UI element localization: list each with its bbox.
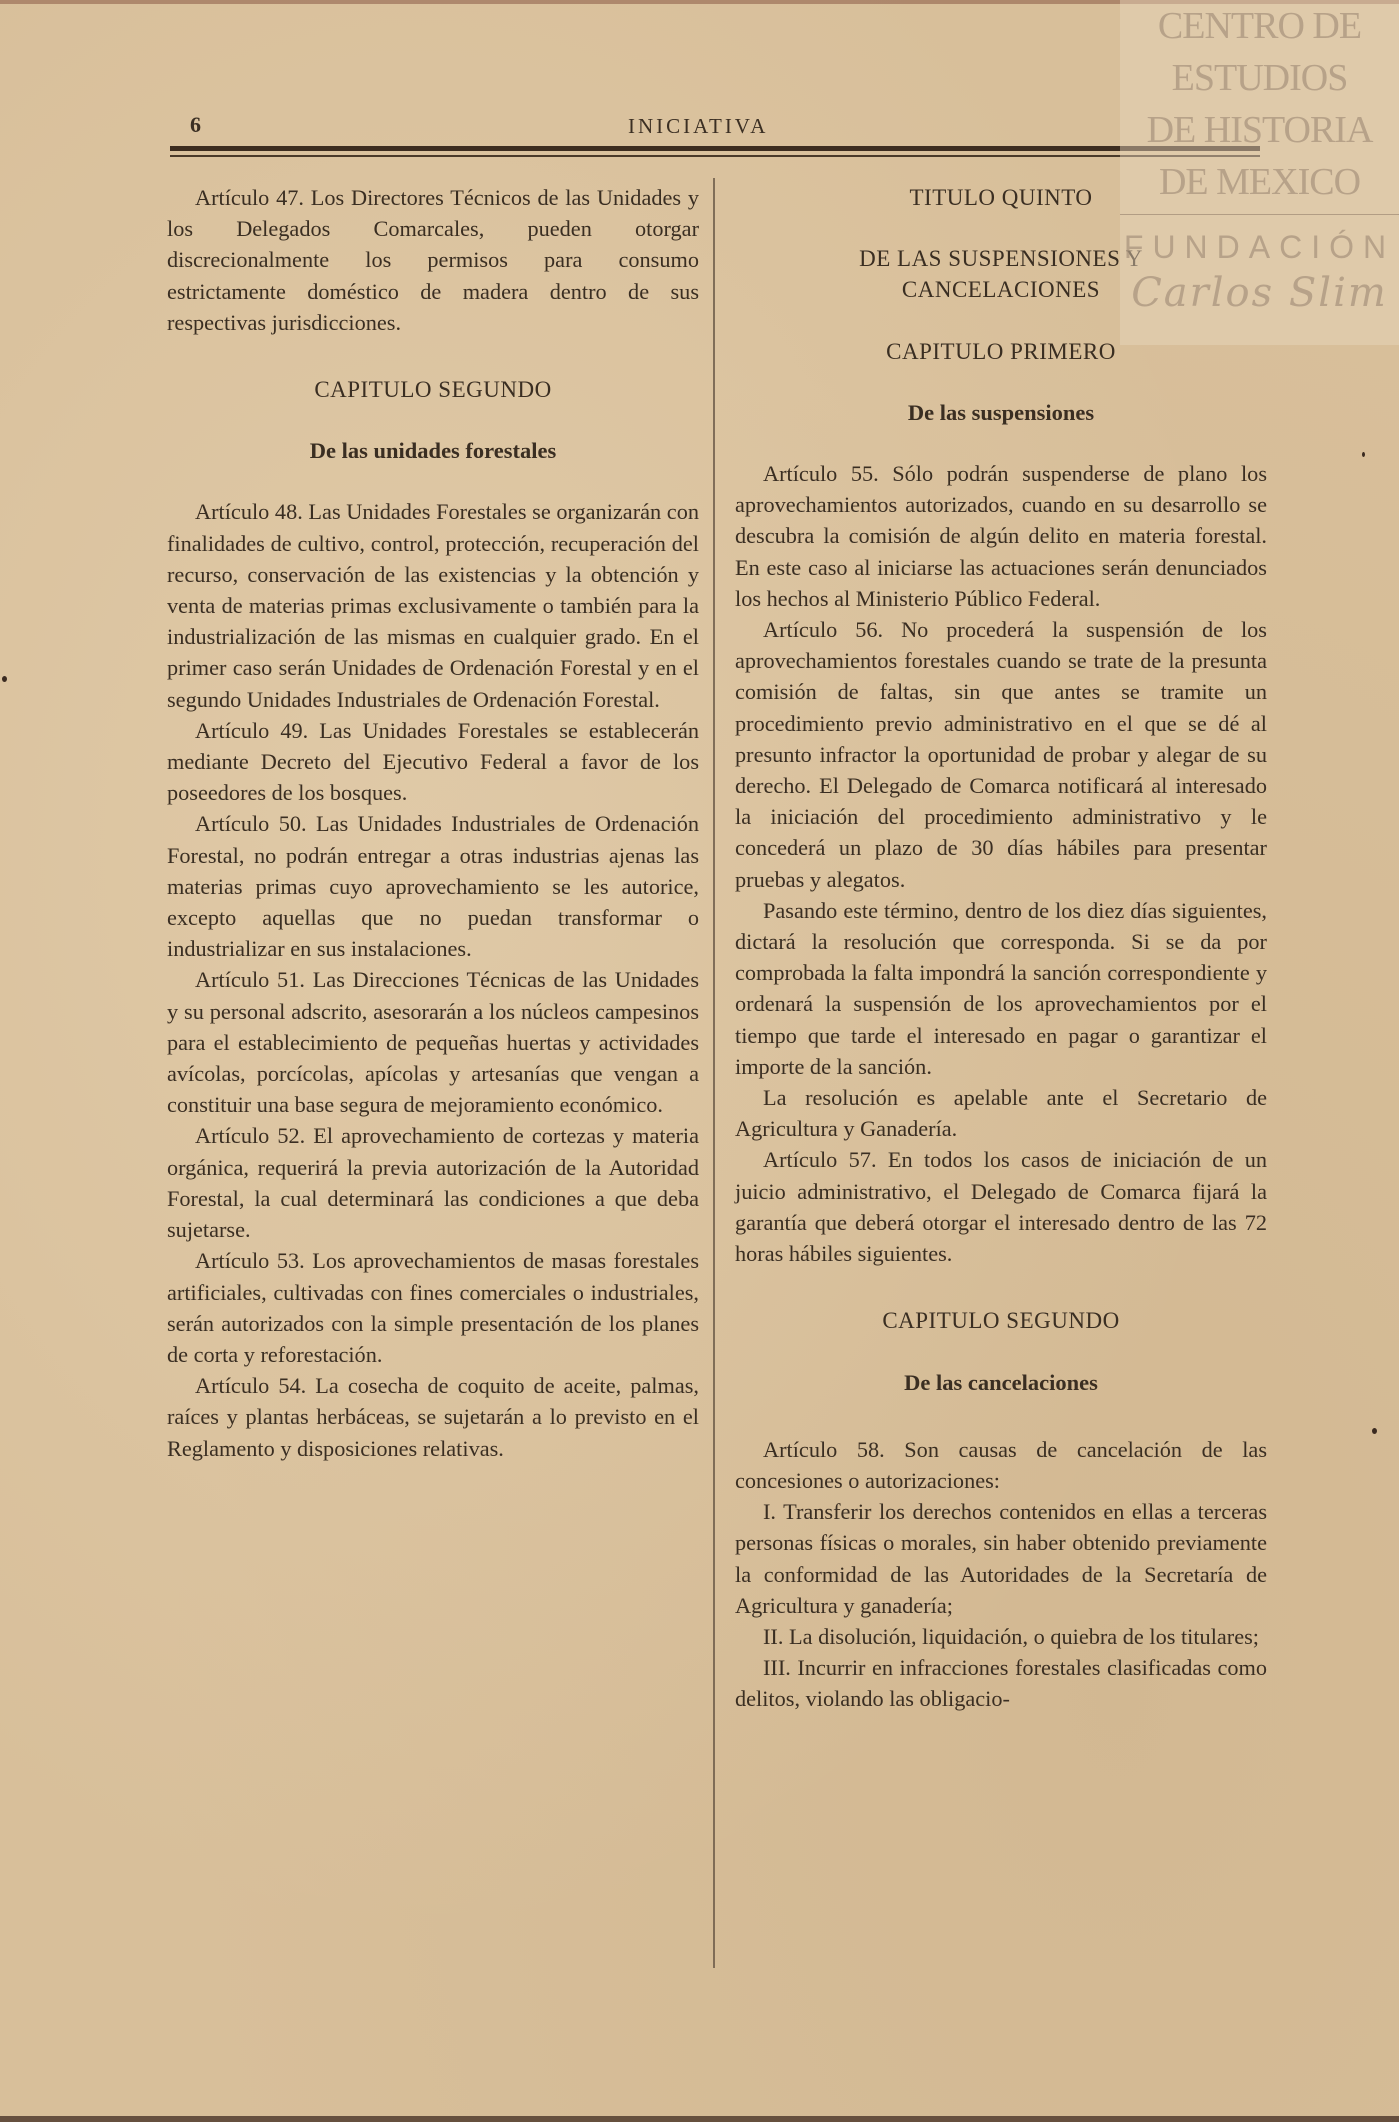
title-subject-line-1: DE LAS SUSPENSIONES Y — [859, 246, 1143, 272]
watermark-line-4: DE MEXICO — [1158, 161, 1361, 203]
article-56-paragraph-3: La resolución es apelable ante el Secretario de Agricultura y Ganadería. — [735, 1085, 1267, 1142]
paper-speck — [1372, 1428, 1377, 1434]
article-56: Artículo 56. No procederá la suspensión de los aprovechamientos forestales cuando se trate de la presunta comisión de faltas, sin que antes se tramite un procedimiento previo administrativo en el que se dé al presunto infractor la oportunidad de probar y alegar de su derecho. El Delegado de Comarca notificará al interesado la iniciación del procedimiento administrativo y le concederá un plazo de 30 días hábiles para presentar pruebas y alegatos. — [735, 617, 1267, 892]
header-rule-thick — [170, 146, 1260, 151]
page-bottom-edge — [0, 2116, 1399, 2122]
watermark-signature: Carlos Slim — [1131, 270, 1388, 316]
left-column — [167, 182, 699, 1464]
header-rule-thin — [170, 155, 1260, 157]
article-55: Artículo 55. Sólo podrán suspenderse de plano los aprovechamientos autorizados, cuando en su desarrollo se descubra la comisión de algún delito en materia forestal. En este caso al iniciarse las actuaciones serán denunciados los hechos al Ministerio Público Federal. — [735, 461, 1267, 611]
article-58: Artículo 58. Son causas de cancelación de las concesiones o autorizaciones: — [735, 1436, 1267, 1493]
article-57: Artículo 57. En todos los casos de iniciación de un juicio administrativo, el Delegado de Comarca fijará la garantía que deberá otorgar el interesado dentro de las 72 horas hábiles siguientes. — [735, 1147, 1267, 1267]
article-58-item-i: I. Transferir los derechos contenidos en ellas a terceras personas físicas o morales, sin haber obtenido previamente la conformidad de las Autoridades de la Secretaría de Agricultura y ganadería; — [735, 1499, 1267, 1618]
title-subject-line-2: CANCELACIONES — [901, 277, 1101, 303]
article-53: Artículo 53. Los aprovechamientos de masas forestales artificiales, cultivadas con fines comerciales o industriales, serán autorizados con la simple presentación de los planes de corta y reforestación. — [167, 1248, 699, 1367]
chapter-1-heading: CAPITULO PRIMERO — [886, 338, 1116, 364]
article-49: Artículo 49. Las Unidades Forestales se establecerán mediante Decreto del Ejecutivo Federal a favor de los poseedores de los bosques. — [167, 717, 699, 806]
paper-speck — [2, 676, 7, 682]
article-47: Artículo 47. Los Directores Técnicos de las Unidades y los Delegados Comarcales, pueden otorgar discrecionalmente los permisos para consumo estrictamente doméstico de madera dentro de sus respectivas jurisdicciones. — [167, 185, 699, 335]
article-52: Artículo 52. El aprovechamiento de cortezas y materia orgánica, requerirá la previa autorización de la Autoridad Forestal, la cual determinará las condiciones a que deba sujetarse. — [167, 1123, 699, 1243]
column-divider — [713, 178, 715, 1968]
watermark-rule — [1120, 214, 1399, 215]
article-58-item-iii: III. Incurrir en infracciones forestales clasificadas como delitos, violando las obligacio- — [735, 1655, 1267, 1712]
right-column — [735, 182, 1267, 1715]
watermark-line-2: ESTUDIOS — [1171, 57, 1348, 99]
watermark-line-1: CENTRO DE — [1157, 5, 1362, 47]
journal-title: INICIATIVA — [628, 114, 769, 138]
article-54: Artículo 54. La cosecha de coquito de aceite, palmas, raíces y plantas herbáceas, se sujetarán a lo previsto en el Reglamento y disposiciones relativas. — [167, 1373, 699, 1461]
article-50: Artículo 50. Las Unidades Industriales de Ordenación Forestal, no podrán entregar a otras industrias ajenas las materias primas cuyo aprovechamiento se les autorice, excepto aquellas que no puedan transformar o industrializar en sus instalaciones. — [167, 811, 699, 962]
archive-watermark — [1120, 0, 1399, 345]
article-51: Artículo 51. Las Direcciones Técnicas de las Unidades y su personal adscrito, asesorarán a los núcleos campesinos para el establecimiento de pequeñas huertas y actividades avícolas, porcícolas, apícolas y artesanías que vengan a constituir una base segura de mejoramiento económico. — [167, 967, 699, 1118]
chapter-subheading: De las unidades forestales — [309, 438, 557, 464]
paper-speck — [1362, 452, 1365, 457]
chapter-1-subheading: De las suspensiones — [907, 399, 1095, 425]
chapter-2-heading: CAPITULO SEGUNDO — [882, 1308, 1120, 1334]
title-heading: TITULO QUINTO — [909, 185, 1093, 210]
chapter-2-subheading: De las cancelaciones — [904, 1369, 1098, 1395]
watermark-line-3: DE HISTORIA — [1146, 109, 1373, 151]
watermark-foundation: FUNDACIÓN — [1123, 229, 1396, 265]
chapter-heading: CAPITULO SEGUNDO — [314, 377, 552, 403]
article-56-paragraph-2: Pasando este término, dentro de los diez días siguientes, dictará la resolución que corresponda. Si se da por comprobada la falta impondrá la sanción correspondiente y ordenará la suspensión de los aprovechamientos por el tiempo que tarde el interesado en pagar o garantizar el importe de la sanción. — [735, 897, 1267, 1079]
page-number: 6 — [190, 112, 201, 137]
article-48: Artículo 48. Las Unidades Forestales se organizarán con finalidades de cultivo, control, protección, recuperación del recurso, conservación de las existencias y la obtención y venta de materias primas exclusivamente o también para la industrialización de las mismas en cualquier grado. En el primer caso serán Unidades de Ordenación Forestal y en el segundo Unidades Industriales de Ordenación Forestal. — [167, 499, 699, 712]
article-58-item-ii: II. La disolución, liquidación, o quiebra de los titulares; — [763, 1623, 1259, 1649]
